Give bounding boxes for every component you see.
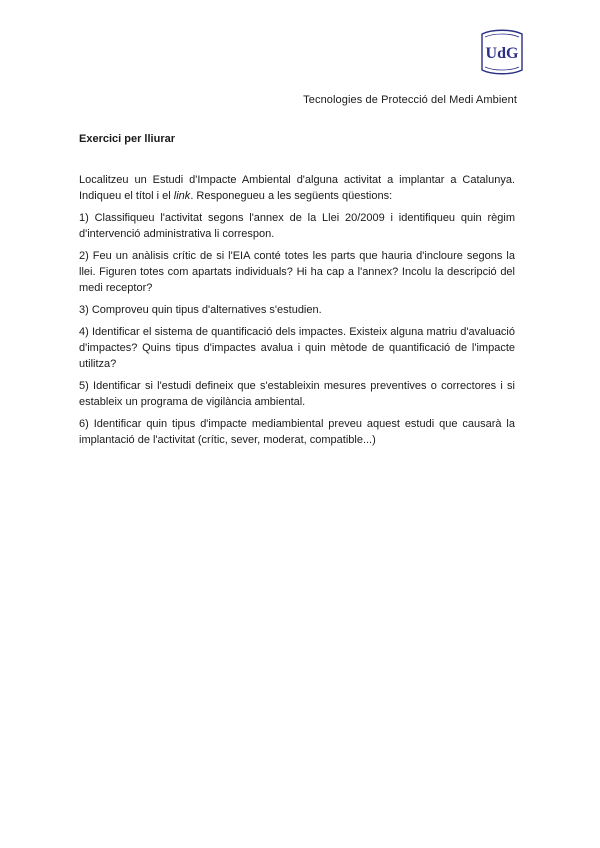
exercise-body	[79, 172, 515, 454]
exercise-heading: Exercici per lliurar	[79, 133, 175, 145]
intro-text-before: Localitzeu un Estudi d'Impacte Ambiental d'alguna activitat a implantar a Catalunya. Indiqueu el títol i el	[79, 174, 515, 202]
question-4: 4) Identificar el sistema de quantificació dels impactes. Existeix alguna matriu d'avaluació d'impactes? Quins tipus d'impactes avalua i quin mètode de quantificació de l'impacte utilitza?	[79, 326, 515, 370]
udg-logo	[477, 27, 527, 77]
intro-link-word: link	[173, 190, 191, 202]
question-5: 5) Identificar si l'estudi defineix que s'estableixin mesures preventives o correctores i si estableix un programa de vigilància ambiental.	[79, 380, 515, 408]
question-3: 3) Comproveu quin tipus d'alternatives s'estudien.	[79, 304, 322, 316]
question-6: 6) Identificar quin tipus d'impacte mediambiental preveu aquest estudi que causarà la implantació de l'activitat (crític, sever, moderat, compatible...)	[79, 418, 515, 446]
course-title: Tecnologies de Protecció del Medi Ambient	[303, 94, 517, 106]
question-1: 1) Classifiqueu l'activitat segons l'annex de la Llei 20/2009 i identifiqueu quin règim d'intervenció administrativa li correspon.	[79, 212, 515, 240]
intro-text-after: . Responegueu a les següents qüestions:	[190, 190, 393, 202]
logo-text: UdG	[485, 45, 519, 62]
intro-paragraph	[79, 172, 515, 204]
question-2: 2) Feu un anàlisis crític de si l'EIA conté totes les parts que hauria d'incloure segons la llei. Figuren totes com apartats individuals? Hi ha cap a l'annex? Incolu la descripció del medi receptor?	[79, 250, 515, 294]
